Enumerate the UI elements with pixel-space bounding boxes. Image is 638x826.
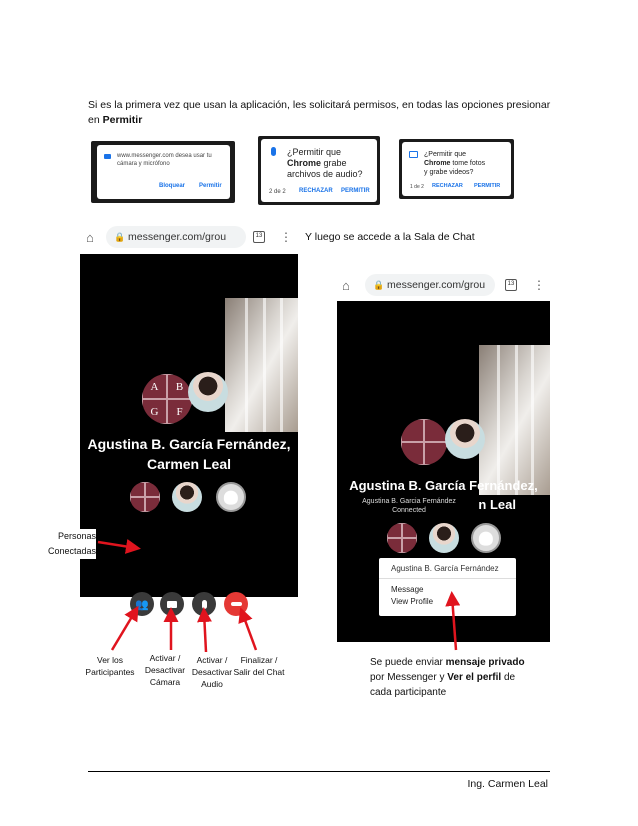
url-text: messenger.com/grou	[128, 231, 227, 243]
label-camera: Activar / Desactivar Cámara	[144, 653, 186, 687]
permitir-emphasis: Permitir	[102, 114, 143, 126]
arrow-finalizar	[242, 612, 256, 650]
popup-title: Agustina B. García Fernández	[391, 564, 499, 573]
block-button[interactable]: Bloquear	[159, 183, 186, 189]
label-participants: Ver los Participantes	[85, 655, 135, 677]
footer-author: Ing. Carmen Leal	[467, 778, 548, 790]
people-icon: 👥	[135, 598, 149, 611]
tab-count-icon[interactable]: 13	[505, 279, 517, 291]
home-icon[interactable]: ⌂	[86, 230, 94, 245]
tab-count-icon[interactable]: 13	[253, 231, 265, 243]
lock-icon: 🔒	[114, 232, 126, 242]
arrow-audio	[204, 612, 206, 652]
private-message-note: Se puede enviar mensaje privado por Messenger y Ver el perfil de cada participante	[370, 657, 525, 698]
allow-button[interactable]: Permitir	[199, 183, 222, 189]
label-end-call: Finalizar / Salir del Chat	[233, 655, 285, 677]
arrow-popup	[452, 596, 456, 650]
arrow-personas	[98, 542, 136, 548]
lock-icon: 🔒	[373, 280, 385, 290]
footer-divider	[88, 771, 550, 772]
permission-counter: 2 de 2	[269, 189, 286, 195]
url-text: messenger.com/grou	[387, 279, 486, 291]
audio-question: ¿Permitir que Chrome grabe archivos de audio?	[287, 147, 363, 179]
intro-line-1: Si es la primera vez que usan la aplicación, les solicitará permisos, en todas las opciones presionar	[88, 99, 551, 111]
message-menu-item[interactable]: Message	[391, 585, 424, 594]
participant-tooltip: Agustina B. Garcia Fernández Connected	[353, 495, 465, 517]
arrow-participantes	[112, 610, 136, 650]
participant-names: Agustina B. García Fernández, n Leal	[349, 478, 538, 512]
group-logo-avatar: A B G F	[142, 374, 192, 424]
sala-note: Y luego se accede a la Sala de Chat	[305, 231, 475, 243]
view-profile-menu-item[interactable]: View Profile	[391, 597, 434, 606]
reject-button[interactable]: RECHAZAR	[432, 183, 463, 189]
permission-counter: 1 de 2	[410, 184, 424, 190]
menu-dots-icon[interactable]: ⋮	[533, 278, 545, 292]
reject-button[interactable]: RECHAZAR	[299, 188, 333, 194]
allow-button[interactable]: PERMITIR	[341, 188, 370, 194]
camera-question: ¿Permitir que Chrome tome fotos y grabe videos?	[424, 151, 486, 176]
personas-conectadas-label: Personas Conectadas	[34, 529, 96, 559]
menu-dots-icon[interactable]: ⋮	[280, 230, 292, 244]
home-icon[interactable]: ⌂	[342, 278, 350, 293]
permission-subtitle: cámara y micrófono	[117, 161, 170, 167]
permission-url: www.messenger.com desea usar tu	[117, 153, 212, 159]
label-audio: Activar / Desactivar Audio	[191, 655, 233, 689]
intro-line-2: en Permitir	[88, 114, 143, 126]
allow-button[interactable]: PERMITIR	[474, 183, 501, 189]
participant-names: Agustina B. García Fernández, Carmen Leal	[87, 436, 291, 472]
